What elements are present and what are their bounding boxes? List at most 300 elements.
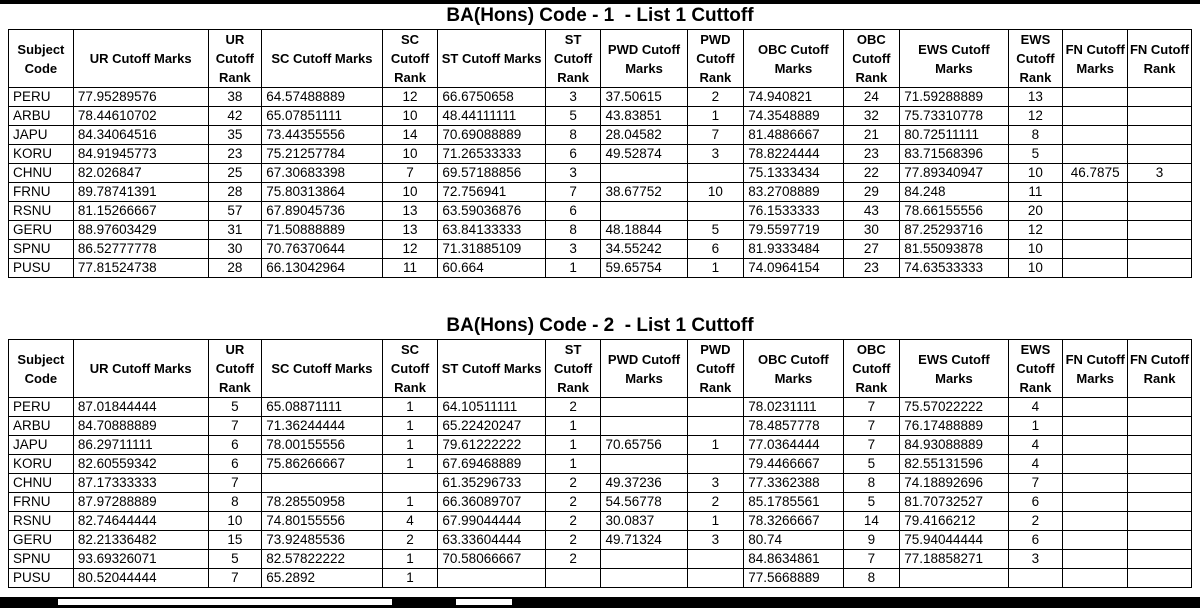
table-cell: 70.65756: [601, 436, 687, 455]
table-cell: [601, 569, 687, 588]
table-cell: 65.22420247: [438, 417, 545, 436]
table-cell: 27: [843, 240, 900, 259]
table-cell: 5: [208, 550, 262, 569]
table-cell: 49.52874: [601, 145, 687, 164]
table-cell: 81.4886667: [744, 126, 843, 145]
table-cell: 82.74644444: [73, 512, 208, 531]
table-cell: 1: [382, 569, 438, 588]
table-cell: [687, 569, 744, 588]
table-cell: 83.2708889: [744, 183, 843, 202]
table-cell: [1128, 126, 1192, 145]
table-cell: [1128, 107, 1192, 126]
column-header: EWS Cutoff Marks: [900, 30, 1008, 88]
table-cell: [1063, 569, 1128, 588]
table-cell: 49.37236: [601, 474, 687, 493]
table-cell: 78.28550958: [262, 493, 383, 512]
table-cell: 74.940821: [744, 88, 843, 107]
table-cell: 2: [545, 531, 601, 550]
subject-code-cell: KORU: [9, 455, 74, 474]
table-cell: 54.56778: [601, 493, 687, 512]
table-cell: [1063, 436, 1128, 455]
column-header: Subject Code: [9, 340, 74, 398]
table-cell: [1128, 455, 1192, 474]
table-cell: 78.3266667: [744, 512, 843, 531]
table-cell: 6: [1008, 531, 1063, 550]
table-cell: 80.72511111: [900, 126, 1008, 145]
table-cell: [601, 202, 687, 221]
table-cell: 10: [208, 512, 262, 531]
column-header: SC Cutoff Rank: [382, 30, 438, 88]
table-cell: 8: [843, 474, 900, 493]
subject-code-cell: CHNU: [9, 164, 74, 183]
table-cell: 2: [545, 398, 601, 417]
table-cell: 1: [382, 455, 438, 474]
table-cell: 80.74: [744, 531, 843, 550]
table-cell: [1128, 569, 1192, 588]
table-cell: 93.69326071: [73, 550, 208, 569]
table-cell: 76.1533333: [744, 202, 843, 221]
table-cell: 48.44111111: [438, 107, 545, 126]
table-cell: 87.17333333: [73, 474, 208, 493]
table-cell: 7: [687, 126, 744, 145]
table-cell: 28: [208, 183, 262, 202]
table-cell: 81.70732527: [900, 493, 1008, 512]
table-cell: 78.0231111: [744, 398, 843, 417]
table-cell: 86.52777778: [73, 240, 208, 259]
table-cell: [900, 569, 1008, 588]
column-header: OBC Cutoff Marks: [744, 340, 843, 398]
table-cell: 30.0837: [601, 512, 687, 531]
table-cell: 7: [382, 164, 438, 183]
table-cell: 48.18844: [601, 221, 687, 240]
table-cell: 87.97288889: [73, 493, 208, 512]
table-row: [9, 183, 1192, 202]
table-cell: [1063, 550, 1128, 569]
table-cell: 75.1333434: [744, 164, 843, 183]
table-cell: [1063, 398, 1128, 417]
subject-code-cell: PERU: [9, 88, 74, 107]
column-header: EWS Cutoff Marks: [900, 340, 1008, 398]
table-cell: 10: [1008, 240, 1063, 259]
table-cell: 4: [1008, 455, 1063, 474]
table-cell: [1063, 512, 1128, 531]
table-cell: 78.8224444: [744, 145, 843, 164]
table-cell: 7: [208, 417, 262, 436]
scroll-track: [58, 599, 392, 605]
table-cell: 84.248: [900, 183, 1008, 202]
table-cell: 67.89045736: [262, 202, 383, 221]
table-row: [9, 126, 1192, 145]
table-cell: [1128, 417, 1192, 436]
table-cell: 3: [687, 145, 744, 164]
subject-code-cell: RSNU: [9, 202, 74, 221]
table-cell: 79.4466667: [744, 455, 843, 474]
table-cell: 66.13042964: [262, 259, 383, 278]
table-cell: 74.80155556: [262, 512, 383, 531]
scroll-track-segment: [456, 599, 512, 605]
table-cell: 7: [843, 550, 900, 569]
table-row: [9, 164, 1192, 183]
table-cell: 77.95289576: [73, 88, 208, 107]
table-cell: 78.66155556: [900, 202, 1008, 221]
column-header: Subject Code: [9, 30, 74, 88]
table-cell: 12: [382, 240, 438, 259]
table-cell: 84.34064516: [73, 126, 208, 145]
table-cell: 31: [208, 221, 262, 240]
table-cell: 2: [382, 531, 438, 550]
table-row: [9, 259, 1192, 278]
column-header: PWD Cutoff Rank: [687, 340, 744, 398]
table-cell: [1063, 417, 1128, 436]
table-cell: 1: [382, 417, 438, 436]
table-cell: 86.29711111: [73, 436, 208, 455]
table-cell: 74.3548889: [744, 107, 843, 126]
table-cell: [1128, 240, 1192, 259]
table-cell: 12: [1008, 221, 1063, 240]
header-row: [9, 30, 1192, 88]
table-cell: 1: [687, 436, 744, 455]
subject-code-cell: JAPU: [9, 436, 74, 455]
table-cell: [1063, 240, 1128, 259]
table-cell: 8: [545, 221, 601, 240]
table-cell: 71.26533333: [438, 145, 545, 164]
table-cell: 12: [1008, 107, 1063, 126]
table-cell: 84.91945773: [73, 145, 208, 164]
table-cell: 75.73310778: [900, 107, 1008, 126]
table-cell: 2: [545, 512, 601, 531]
table-cell: 37.50615: [601, 88, 687, 107]
column-header: PWD Cutoff Marks: [601, 340, 687, 398]
table-cell: [1128, 88, 1192, 107]
table-cell: 25: [208, 164, 262, 183]
table-cell: 12: [382, 88, 438, 107]
table-cell: 75.57022222: [900, 398, 1008, 417]
table-cell: 23: [843, 259, 900, 278]
top-border-bar: [0, 0, 1200, 4]
column-header: UR Cutoff Rank: [208, 30, 262, 88]
table-cell: 6: [208, 436, 262, 455]
table-cell: 63.59036876: [438, 202, 545, 221]
table-cell: 13: [382, 202, 438, 221]
table-cell: 64.57488889: [262, 88, 383, 107]
table-cell: 11: [1008, 183, 1063, 202]
column-header: PWD Cutoff Rank: [687, 30, 744, 88]
table-cell: 1: [382, 493, 438, 512]
table-cell: 7: [208, 569, 262, 588]
table-cell: 2: [545, 474, 601, 493]
table-cell: 57: [208, 202, 262, 221]
table-cell: 5: [545, 107, 601, 126]
table-cell: [262, 474, 383, 493]
table-cell: 71.31885109: [438, 240, 545, 259]
table-cell: 21: [843, 126, 900, 145]
column-header: FN Cutoff Rank: [1128, 30, 1192, 88]
subject-code-cell: KORU: [9, 145, 74, 164]
column-header: ST Cutoff Marks: [438, 30, 545, 88]
table-cell: 59.65754: [601, 259, 687, 278]
column-header: UR Cutoff Rank: [208, 340, 262, 398]
table-cell: 75.86266667: [262, 455, 383, 474]
table-cell: 2: [687, 88, 744, 107]
table-cell: 69.57188856: [438, 164, 545, 183]
table-cell: 8: [843, 569, 900, 588]
table-cell: [687, 417, 744, 436]
table-cell: 65.07851111: [262, 107, 383, 126]
subject-code-cell: GERU: [9, 531, 74, 550]
table-cell: 10: [1008, 164, 1063, 183]
column-header: EWS Cutoff Rank: [1008, 340, 1063, 398]
table-cell: 1: [1008, 417, 1063, 436]
subject-code-cell: PUSU: [9, 569, 74, 588]
table-cell: 2: [1008, 512, 1063, 531]
table-cell: 30: [208, 240, 262, 259]
table-cell: 81.15266667: [73, 202, 208, 221]
table-cell: 83.71568396: [900, 145, 1008, 164]
table-cell: 43.83851: [601, 107, 687, 126]
table-cell: [1063, 493, 1128, 512]
table-cell: 77.81524738: [73, 259, 208, 278]
table-row: [9, 512, 1192, 531]
subject-code-cell: CHNU: [9, 474, 74, 493]
table-cell: 8: [208, 493, 262, 512]
table-cell: 88.97603429: [73, 221, 208, 240]
table-cell: [1063, 259, 1128, 278]
column-header: UR Cutoff Marks: [73, 30, 208, 88]
table-cell: 66.36089707: [438, 493, 545, 512]
table-cell: [1063, 126, 1128, 145]
table-cell: [601, 550, 687, 569]
column-header: UR Cutoff Marks: [73, 340, 208, 398]
table-cell: 63.84133333: [438, 221, 545, 240]
table-cell: [1063, 531, 1128, 550]
table-cell: 5: [843, 493, 900, 512]
table-cell: 81.55093878: [900, 240, 1008, 259]
table-cell: 73.44355556: [262, 126, 383, 145]
table-title: BA(Hons) Code - 2 - List 1 Cuttoff: [446, 315, 754, 336]
table-cell: [601, 164, 687, 183]
table-row: [9, 493, 1192, 512]
table-cell: 10: [382, 107, 438, 126]
table-cell: 78.44610702: [73, 107, 208, 126]
table-cell: 2: [545, 550, 601, 569]
table-cell: [601, 455, 687, 474]
table-cell: 78.4857778: [744, 417, 843, 436]
table-cell: 1: [687, 259, 744, 278]
table-cell: 14: [843, 512, 900, 531]
table-cell: 66.6750658: [438, 88, 545, 107]
table-cell: [1128, 512, 1192, 531]
table-cell: 38.67752: [601, 183, 687, 202]
table-cell: [1128, 436, 1192, 455]
table-cell: 65.2892: [262, 569, 383, 588]
column-header: FN Cutoff Marks: [1063, 30, 1128, 88]
table-row: [9, 107, 1192, 126]
table-cell: [1063, 474, 1128, 493]
table-cell: [1008, 569, 1063, 588]
table-cell: 43: [843, 202, 900, 221]
table-cell: 14: [382, 126, 438, 145]
subject-code-cell: PUSU: [9, 259, 74, 278]
table-cell: 80.52044444: [73, 569, 208, 588]
table-cell: 67.30683398: [262, 164, 383, 183]
table-cell: [1063, 221, 1128, 240]
table-cell: [687, 550, 744, 569]
table-cell: [1128, 202, 1192, 221]
table-cell: [1063, 145, 1128, 164]
table-cell: 77.0364444: [744, 436, 843, 455]
table-cell: 2: [687, 493, 744, 512]
table-cell: [1128, 398, 1192, 417]
table-cell: 1: [382, 550, 438, 569]
table-row: [9, 88, 1192, 107]
table-cell: 81.9333484: [744, 240, 843, 259]
table-cell: 77.5668889: [744, 569, 843, 588]
table-cell: 82.55131596: [900, 455, 1008, 474]
column-header: PWD Cutoff Marks: [601, 30, 687, 88]
table-cell: 24: [843, 88, 900, 107]
table-cell: 4: [1008, 398, 1063, 417]
table-cell: 5: [843, 455, 900, 474]
table-row: [9, 202, 1192, 221]
table-row: [9, 455, 1192, 474]
table-cell: [438, 569, 545, 588]
table-cell: 11: [382, 259, 438, 278]
table-cell: 1: [545, 417, 601, 436]
table-cell: 7: [843, 398, 900, 417]
table-cell: 74.63533333: [900, 259, 1008, 278]
column-header: ST Cutoff Rank: [545, 30, 601, 88]
table-cell: 8: [545, 126, 601, 145]
subject-code-cell: FRNU: [9, 183, 74, 202]
table-title: BA(Hons) Code - 1 - List 1 Cuttoff: [446, 5, 754, 26]
table-cell: 72.756941: [438, 183, 545, 202]
table-cell: 77.89340947: [900, 164, 1008, 183]
table-cell: 28.04582: [601, 126, 687, 145]
table-cell: 77.18858271: [900, 550, 1008, 569]
table-cell: 46.7875: [1063, 164, 1128, 183]
table-cell: 22: [843, 164, 900, 183]
subject-code-cell: PERU: [9, 398, 74, 417]
table-cell: 84.8634861: [744, 550, 843, 569]
table-cell: 6: [545, 202, 601, 221]
table-cell: 65.08871111: [262, 398, 383, 417]
table-cell: 82.026847: [73, 164, 208, 183]
table-cell: 29: [843, 183, 900, 202]
table-cell: 61.35296733: [438, 474, 545, 493]
table-cell: 13: [1008, 88, 1063, 107]
column-header: OBC Cutoff Rank: [843, 340, 900, 398]
table-cell: 13: [382, 221, 438, 240]
table-cell: 77.3362388: [744, 474, 843, 493]
table-cell: 6: [687, 240, 744, 259]
table-cell: 75.80313864: [262, 183, 383, 202]
table-cell: 32: [843, 107, 900, 126]
table-cell: [1063, 88, 1128, 107]
table-cell: [601, 417, 687, 436]
table-cell: 70.69088889: [438, 126, 545, 145]
table-cell: [1128, 183, 1192, 202]
table-cell: 71.36244444: [262, 417, 383, 436]
table-cell: 7: [1008, 474, 1063, 493]
column-header: OBC Cutoff Marks: [744, 30, 843, 88]
table-cell: 3: [545, 88, 601, 107]
table-row: [9, 398, 1192, 417]
table-cell: 49.71324: [601, 531, 687, 550]
table-cell: 5: [208, 398, 262, 417]
table-cell: 74.0964154: [744, 259, 843, 278]
table-cell: 75.21257784: [262, 145, 383, 164]
table-cell: 71.59288889: [900, 88, 1008, 107]
column-header: FN Cutoff Marks: [1063, 340, 1128, 398]
header-row: [9, 340, 1192, 398]
table-cell: 4: [1008, 436, 1063, 455]
table-cell: 87.01844444: [73, 398, 208, 417]
column-header: SC Cutoff Marks: [262, 340, 383, 398]
table-cell: 6: [1008, 493, 1063, 512]
table-cell: [1128, 474, 1192, 493]
table-cell: 84.70888889: [73, 417, 208, 436]
table-cell: [601, 398, 687, 417]
table-cell: [545, 569, 601, 588]
table-cell: 1: [687, 512, 744, 531]
table-cell: 78.00155556: [262, 436, 383, 455]
table-cell: 34.55242: [601, 240, 687, 259]
table-cell: 1: [545, 436, 601, 455]
table-cell: 76.17488889: [900, 417, 1008, 436]
table-cell: 70.76370644: [262, 240, 383, 259]
column-header: ST Cutoff Marks: [438, 340, 545, 398]
table-row: [9, 569, 1192, 588]
table-cell: [687, 164, 744, 183]
table-cell: 84.93088889: [900, 436, 1008, 455]
table-cell: 3: [687, 531, 744, 550]
table-cell: 7: [843, 436, 900, 455]
table-cell: 7: [843, 417, 900, 436]
table-row: [9, 145, 1192, 164]
subject-code-cell: SPNU: [9, 550, 74, 569]
table-cell: 30: [843, 221, 900, 240]
table-cell: [1128, 531, 1192, 550]
table-cell: 23: [843, 145, 900, 164]
table-cell: [1128, 550, 1192, 569]
table-cell: 38: [208, 88, 262, 107]
table-cell: [1128, 259, 1192, 278]
table-cell: 79.61222222: [438, 436, 545, 455]
column-header: ST Cutoff Rank: [545, 340, 601, 398]
table-cell: 35: [208, 126, 262, 145]
table-cell: 3: [687, 474, 744, 493]
table-cell: 23: [208, 145, 262, 164]
table-cell: 85.1785561: [744, 493, 843, 512]
table-cell: 3: [545, 164, 601, 183]
table-cell: 15: [208, 531, 262, 550]
table-cell: 82.57822222: [262, 550, 383, 569]
table-cell: 3: [1128, 164, 1192, 183]
table-cell: [1063, 107, 1128, 126]
table-cell: [382, 474, 438, 493]
table-cell: 20: [1008, 202, 1063, 221]
table-cell: 5: [687, 221, 744, 240]
subject-code-cell: ARBU: [9, 417, 74, 436]
table-row: [9, 474, 1192, 493]
table-cell: 10: [382, 145, 438, 164]
table-row: [9, 417, 1192, 436]
table-cell: 1: [545, 455, 601, 474]
table-cell: 3: [1008, 550, 1063, 569]
table-cell: [687, 202, 744, 221]
table-cell: 8: [1008, 126, 1063, 145]
table-cell: 67.99044444: [438, 512, 545, 531]
